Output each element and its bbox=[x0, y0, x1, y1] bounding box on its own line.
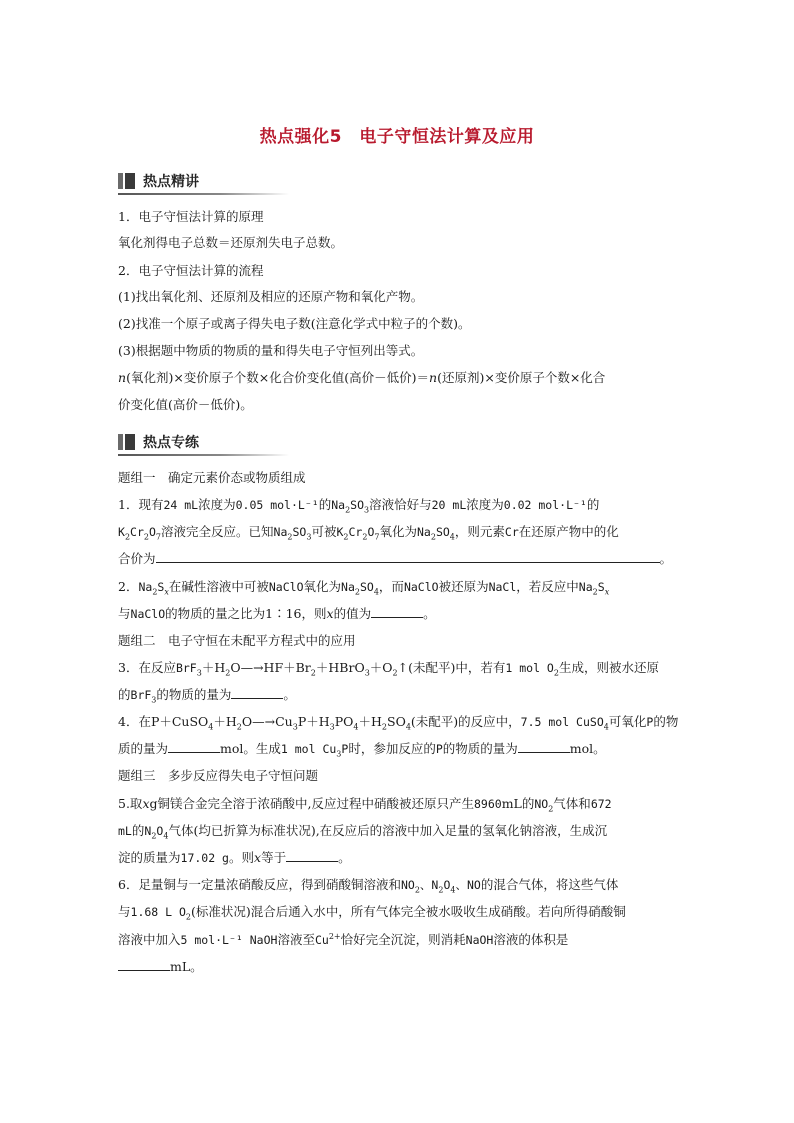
lecture-step-1: (1)找出氧化剂、还原剂及相应的还原产物和氧化产物。 bbox=[118, 289, 424, 304]
answer-blank[interactable] bbox=[286, 849, 338, 862]
lecture-heading-1: 1．电子守恒法计算的原理 bbox=[118, 209, 264, 224]
section-title: 热点专练 bbox=[143, 435, 199, 451]
section-header-lecture bbox=[118, 170, 199, 192]
lecture-text-1: 氧化剂得电子总数＝还原剂失电子总数。 bbox=[118, 235, 344, 250]
group-3-heading: 题组三 多步反应得失电子守恒问题 bbox=[118, 768, 319, 783]
question-1-line-2: $K_2Cr_2O_7$溶液完全反应。已知$Na_2SO_3$可被$K_2Cr_2O_7$氧化为$Na_2SO_4$，则元素Cr在还原产物中的化 bbox=[118, 524, 619, 542]
question-4-line-1: 4．在$P+CuSO_4+H_2O—\to Cu_3P+H_3PO_4+H_2SO_4$(未配平)的反应中，7.5 mol CuSO$_4$可氧化P的物 bbox=[118, 714, 679, 732]
question-2-line-2: 与NaClO的物质的量之比为1∶16，则x的值为 。 bbox=[118, 606, 436, 621]
question-4-line-2: 质的量为 mol。生成1 mol $Cu_3P$时，参加反应的P的物质的量为 mol。 bbox=[118, 741, 606, 759]
question-6-line-3: 溶液中加入5 mol·L⁻¹ NaOH溶液至$Cu^{2+}$恰好完全沉淀，则消耗NaOH溶液的体积是 bbox=[118, 931, 569, 947]
lecture-equation-line-1: n(氧化剂)×变价原子个数×化合价变化值(高价－低价)＝n(还原剂)×变价原子个数×化合 bbox=[118, 370, 606, 385]
question-5-line-1: 5.取xg铜镁合金完全溶于浓硝酸中,反应过程中硝酸被还原只产生8960mL的$NO_2$气体和672 bbox=[118, 796, 612, 814]
group-1-heading: 题组一 确定元素价态或物质组成 bbox=[118, 470, 306, 485]
question-1-line-1: 1．现有24 mL浓度为0.05 mol·L⁻¹的$Na_2SO_3$溶液恰好与20 mL浓度为0.02 mol·L⁻¹的 bbox=[118, 497, 600, 515]
answer-blank[interactable] bbox=[156, 550, 660, 563]
page-title: 热点强化5 电子守恒法计算及应用 bbox=[259, 127, 535, 147]
question-3-line-1: 3．在反应$BrF_3+H_2O—\to HF+Br_2+HBrO_3+O_2↑$(未配平)中，若有1 mol $O_2$生成，则被水还原 bbox=[118, 660, 659, 678]
section-underline bbox=[118, 454, 289, 456]
answer-blank[interactable] bbox=[518, 740, 570, 753]
section-marker-icon bbox=[118, 173, 137, 189]
question-3-line-2: 的BrF$_3$的物质的量为 。 bbox=[118, 687, 296, 705]
question-5-line-3: 淀的质量为17.02 g。则x等于 。 bbox=[118, 850, 351, 865]
answer-blank[interactable] bbox=[231, 686, 283, 699]
section-underline bbox=[118, 193, 289, 195]
question-5-line-2: mL的$N_2O_4$气体(均已折算为标准状况),在反应后的溶液中加入足量的氢氧化钠溶液，生成沉 bbox=[118, 823, 608, 841]
lecture-heading-2: 2．电子守恒法计算的流程 bbox=[118, 263, 264, 278]
group-2-heading: 题组二 电子守恒在未配平方程式中的应用 bbox=[118, 633, 356, 648]
question-6-line-4: mL。 bbox=[118, 958, 678, 976]
section-marker-icon bbox=[118, 434, 137, 450]
section-title: 热点精讲 bbox=[143, 174, 199, 190]
lecture-step-2: (2)找准一个原子或离子得失电子数(注意化学式中粒子的个数)。 bbox=[118, 316, 471, 331]
question-6-line-1: 6．足量铜与一定量浓硝酸反应，得到硝酸铜溶液和$NO_2$、$N_2O_4$、NO的混合气体，将这些气体 bbox=[118, 877, 619, 895]
answer-blank[interactable] bbox=[118, 958, 170, 971]
question-1-line-3: 合价为 。 bbox=[118, 551, 673, 566]
answer-blank[interactable] bbox=[168, 740, 220, 753]
lecture-equation-line-2: 价变化值(高价－低价)。 bbox=[118, 397, 253, 412]
answer-blank[interactable] bbox=[371, 605, 423, 618]
section-header-practice bbox=[118, 431, 199, 453]
question-2-line-1: 2．$Na_2S_x$在碱性溶液中可被NaClO氧化为$Na_2SO_4$，而NaClO被还原为NaCl，若反应中$Na_2S_x$ bbox=[118, 579, 610, 597]
question-6-line-2: 与1.68 L $O_2$(标准状况)混合后通入水中，所有气体完全被水吸收生成硝酸。若向所得硝酸铜 bbox=[118, 904, 626, 922]
lecture-step-3: (3)根据题中物质的物质的量和得失电子守恒列出等式。 bbox=[118, 343, 424, 358]
